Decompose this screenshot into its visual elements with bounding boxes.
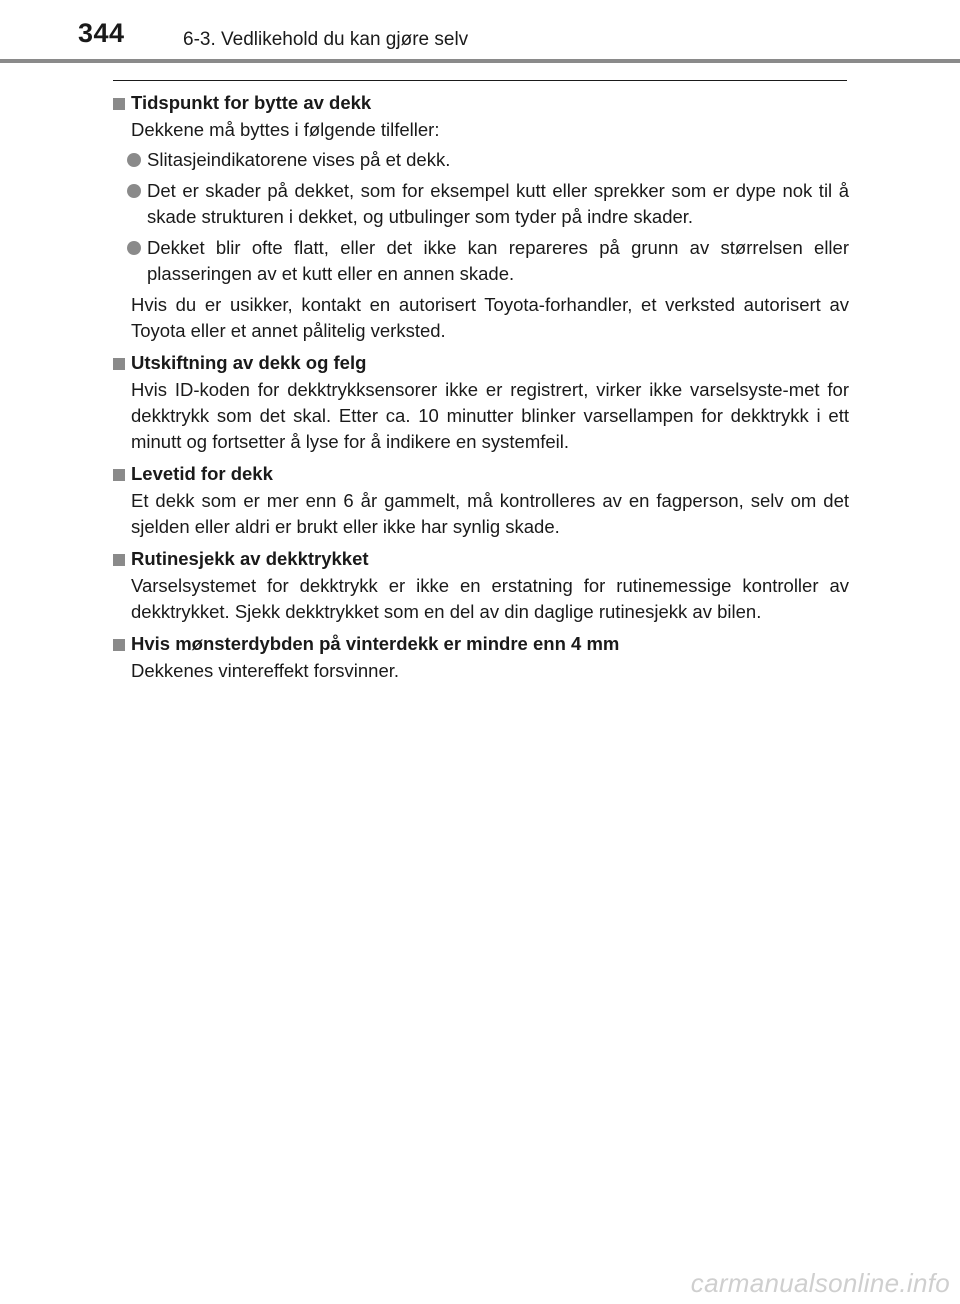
section-outro: Hvis du er usikker, kontakt en autorisert Toyota-forhandler, et verksted autorisert av Toyota eller et annet pålitelig verksted. — [131, 294, 849, 341]
square-icon — [113, 639, 125, 651]
section-title: 6-3. Vedlikehold du kan gjøre selv — [183, 29, 469, 50]
section-tire-replacement-timing — [113, 90, 849, 344]
square-icon — [113, 358, 125, 370]
square-icon — [113, 469, 125, 481]
square-icon — [113, 98, 125, 110]
section-heading — [113, 350, 849, 376]
list-item-text: Det er skader på dekket, som for eksempel kutt eller sprekker som er dype nok til å skade strukturen i dekket, og utbulinger som tyder på indre skader. — [147, 180, 849, 227]
section-heading-text: Tidspunkt for bytte av dekk — [131, 92, 372, 113]
bullet-list — [113, 147, 849, 287]
section-intro: Dekkene må byttes i følgende tilfeller: — [131, 119, 440, 140]
section-tire-lifespan — [113, 461, 849, 540]
list-item-text: Dekket blir ofte flatt, eller det ikke kan repareres på grunn av størrelsen eller plasseringen av et kutt eller en annen skade. — [147, 237, 849, 284]
page-header — [0, 0, 960, 64]
section-heading-text: Utskiftning av dekk og felg — [131, 352, 367, 373]
section-heading — [113, 90, 849, 116]
section-body: Dekkenes vintereffekt forsvinner. — [131, 660, 400, 681]
section-tire-wheel-replacement — [113, 350, 849, 455]
content-rule — [113, 80, 847, 81]
section-routine-pressure-check — [113, 546, 849, 625]
bullet-icon — [127, 184, 141, 198]
section-heading — [113, 631, 849, 657]
section-heading-text: Levetid for dekk — [131, 463, 273, 484]
watermark-text: carmanualsonline.info — [690, 1268, 950, 1298]
section-body: Hvis ID-koden for dekktrykksensorer ikke er registrert, virker ikke varselsyste-met for dekktrykk som det skal. Etter ca. 10 minutter blinker varsellampen for dekktrykk i ett minutt og fortsetter å lyse for å indikere en systemfeil. — [131, 379, 849, 452]
list-item-text: Slitasjeindikatorene vises på et dekk. — [147, 149, 451, 170]
section-heading — [113, 461, 849, 487]
section-heading-text: Rutinesjekk av dekktrykket — [131, 548, 369, 569]
section-heading-text: Hvis mønsterdybden på vinterdekk er mindre enn 4 mm — [131, 633, 620, 654]
header-rule — [0, 59, 960, 63]
section-winter-tread-depth — [113, 631, 849, 684]
list-item — [127, 147, 849, 173]
list-item — [127, 235, 849, 287]
bullet-icon — [127, 241, 141, 255]
section-body: Et dekk som er mer enn 6 år gammelt, må kontrolleres av en fagperson, selv om det sjelden eller aldri er brukt eller ikke har synlig skade. — [131, 490, 849, 537]
section-body: Varselsystemet for dekktrykk er ikke en erstatning for rutinemessige kontroller av dekktrykket. Sjekk dekktrykket som en del av din daglige rutinesjekk av bilen. — [131, 575, 849, 622]
square-icon — [113, 554, 125, 566]
page-content — [113, 90, 849, 684]
page-number: 344 — [78, 18, 125, 48]
bullet-icon — [127, 153, 141, 167]
list-item — [127, 178, 849, 230]
section-heading — [113, 546, 849, 572]
